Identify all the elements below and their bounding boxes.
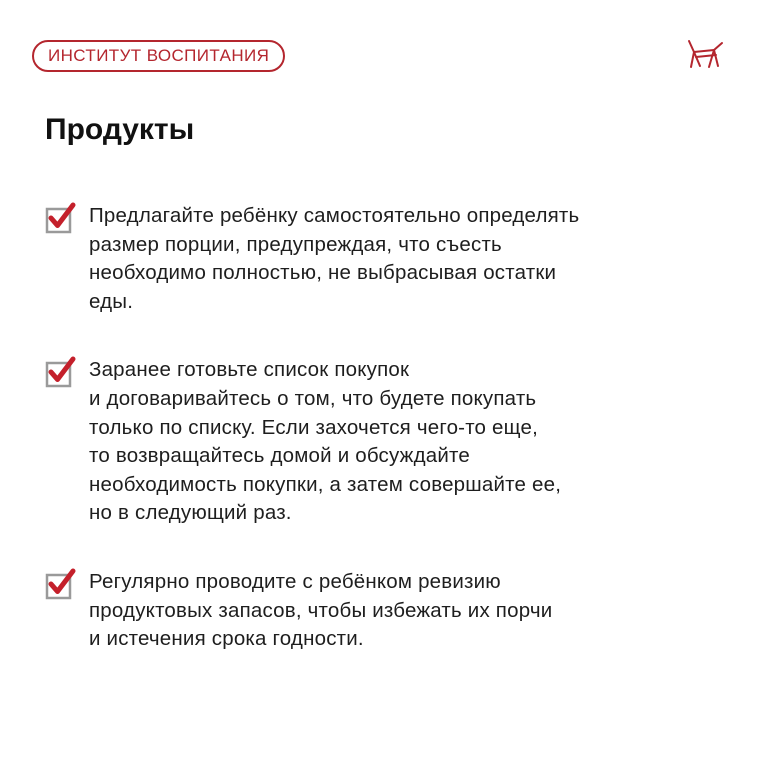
checkbox-checked-icon — [45, 356, 77, 388]
checklist-item-text: Заранее готовьте список покупок и договаривайтесь о том, что будете покупать только по списку. Если захочется чего-то еще, то возвращайтесь домой и обсуждайте необходимость покупки, а затем совершайте ее, но в следующий раз. — [89, 358, 562, 525]
checklist-item — [45, 202, 735, 316]
checkbox-checked-icon — [45, 202, 77, 234]
page-title: Продукты — [45, 113, 195, 146]
checklist-item-text: Регулярно проводите с ребёнком ревизию продуктовых запасов, чтобы избежать их порчи и истечения срока годности. — [89, 569, 553, 651]
stool-logo-icon — [684, 36, 726, 72]
checklist-item-text: Предлагайте ребёнку самостоятельно определять размер порции, предупреждая, что съесть необходимо полностью, не выбрасывая остатки еды. — [89, 204, 580, 313]
header-badge — [32, 40, 285, 72]
header-badge-text: ИНСТИТУТ ВОСПИТАНИЯ — [48, 46, 270, 65]
checkbox-checked-icon — [45, 568, 77, 600]
checklist-item — [45, 568, 735, 654]
checklist — [45, 202, 735, 654]
checklist-item — [45, 356, 735, 528]
